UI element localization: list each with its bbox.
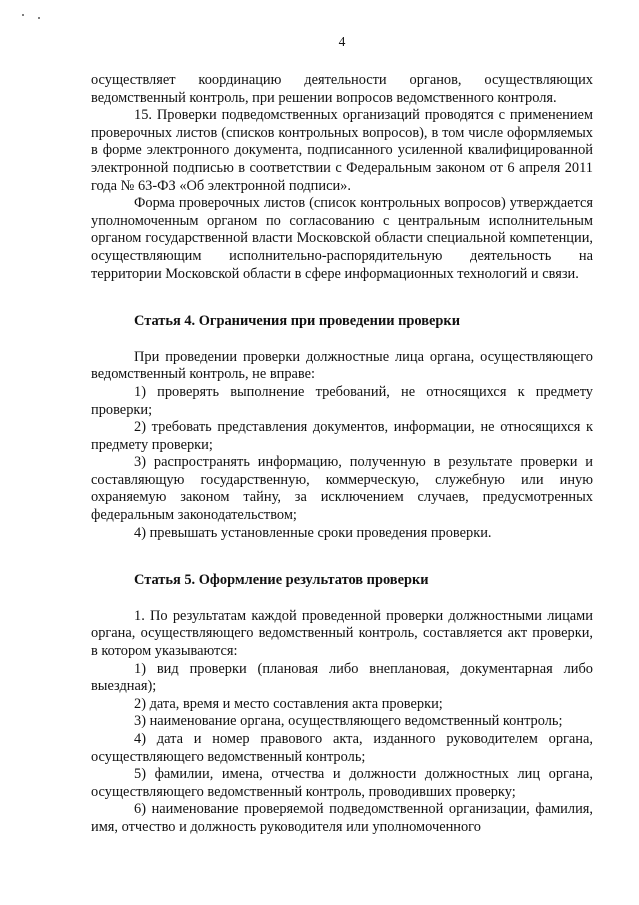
list-item: 5) фамилии, имена, отчества и должности должностных лиц органа, осуществляющего ведомственный контроль, проводивших проверку;: [91, 766, 593, 800]
list-item: 2) требовать представления документов, информации, не относящихся к предмету проверки;: [91, 419, 593, 453]
article-4-heading: Статья 4. Ограничения при проведении проверки: [134, 313, 461, 330]
top-section: [91, 72, 593, 283]
paragraph: 15. Проверки подведомственных организаций проводятся с применением проверочных листов (списков контрольных вопросов), в том числе оформляемых в форме электронного документа, подписанного усиленной квалифицированной электронной подписью в соответствии с Федеральным законом от 6 апреля 2011 года № 63-ФЗ «Об электронной подписи».: [91, 107, 593, 194]
list-item: 3) наименование органа, осуществляющего ведомственный контроль;: [134, 713, 563, 730]
paragraph: Форма проверочных листов (список контрольных вопросов) утверждается уполномоченным органом по согласованию с центральным исполнительным органом государственной власти Московской области специальной компетенции, осуществляющим исполнительно-распорядительную деятельность на территории Московской области в сфере информационных технологий и связи.: [91, 195, 593, 282]
list-item: 1) проверять выполнение требований, не относящихся к предмету проверки;: [91, 383, 593, 418]
scan-artifact: [22, 14, 24, 16]
scan-artifact: [38, 17, 40, 19]
list-item: 3) распространять информацию, полученную в результате проверки и составляющую государственную, коммерческую, служебную или иную охраняемую законом тайну, за исключением случаев, предусмотренных федеральным законодательством;: [91, 454, 593, 524]
article-5-body: [91, 608, 593, 837]
article-4-body: [91, 349, 593, 543]
article-5-heading: Статья 5. Оформление результатов проверки: [134, 572, 429, 589]
paragraph: При проведении проверки должностные лица органа, осуществляющего ведомственный контроль, не вправе:: [91, 348, 593, 383]
list-item: 2) дата, время и место составления акта проверки;: [134, 695, 443, 712]
paragraph: 1. По результатам каждой проведенной проверки должностными лицами органа, осуществляющего ведомственный контроль, составляется акт проверки, в котором указываются:: [91, 607, 593, 660]
list-item: 4) дата и номер правового акта, изданного руководителем органа, осуществляющего ведомственный контроль;: [91, 731, 593, 765]
list-item: 6) наименование проверяемой подведомственной организации, фамилия, имя, отчество и должность руководителя или уполномоченного: [91, 801, 593, 835]
page-number: 4: [338, 34, 346, 49]
list-item: 4) превышать установленные сроки проведения проверки.: [134, 524, 492, 541]
list-item: 1) вид проверки (плановая либо внеплановая, документарная либо выездная);: [91, 660, 593, 695]
paragraph: осуществляет координацию деятельности органов, осуществляющих ведомственный контроль, при решении вопросов ведомственного контроля.: [91, 72, 593, 106]
